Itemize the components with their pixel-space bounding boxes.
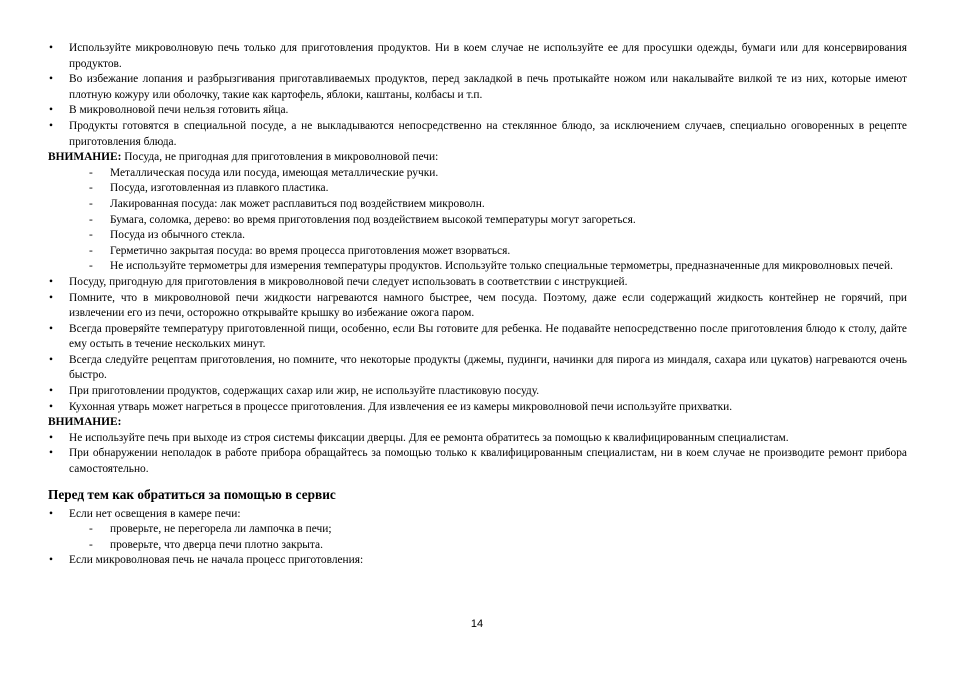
list-item: • В микроволновой печи нельзя готовить яйца. xyxy=(48,103,907,119)
service-heading: Перед тем как обратиться за помощью в сервис xyxy=(48,486,336,502)
list-item: • Если нет освещения в камере печи: xyxy=(48,507,907,523)
list-item: • Кухонная утварь может нагреться в процессе приготовления. Для извлечения ее из камеры микроволновой печи используйте прихватки. xyxy=(48,400,907,416)
list-item: - проверьте, что дверца печи плотно закрыта. xyxy=(48,538,907,554)
list-item: • Используйте микроволновую печь только для приготовления продуктов. Ни в коем случае не используйте ее для просушки одежды, бумаги или для консервирования продуктов. xyxy=(48,41,907,72)
warning-unsuitable-dishes xyxy=(48,150,907,166)
list-item: - Посуда, изготовленная из плавкого пластика. xyxy=(48,181,907,197)
list-item: • Если микроволновая печь не начала процесс приготовления: xyxy=(48,553,907,569)
list-item: • Продукты готовятся в специальной посуде, а не выкладываются непосредственно на стеклянное блюдо, за исключением случаев, специально оговоренных в рецепте приготовления блюда. xyxy=(48,119,907,150)
warning-text: Посуда, не пригодная для приготовления в микроволновой печи: xyxy=(121,151,439,164)
warning-label: ВНИМАНИЕ: xyxy=(48,151,122,164)
list-item: • Всегда проверяйте температуру приготовленной пищи, особенно, если Вы готовите для ребенка. Не подавайте непосредственно после приготовления блюдо к столу, дайте ему остыть в течение нескольких минут. xyxy=(48,322,907,353)
list-item: - Герметично закрытая посуда: во время процесса приготовления может взорваться. xyxy=(48,244,907,260)
list-item: • Помните, что в микроволновой печи жидкости нагреваются намного быстрее, чем посуда. Поэтому, даже если содержащий жидкость контейнер не горячий, при извлечении его из печи, осторожно открывайте крышку во избежание ожога паром. xyxy=(48,291,907,322)
list-item: - Лакированная посуда: лак может расплавиться под воздействием микроволн. xyxy=(48,197,907,213)
page-number: 14 xyxy=(470,618,484,630)
list-item: - Металлическая посуда или посуда, имеющая металлические ручки. xyxy=(48,166,907,182)
list-item: - проверьте, не перегорела ли лампочка в печи; xyxy=(48,522,907,538)
list-item: - Бумага, соломка, дерево: во время приготовления под воздействием высокой температуры могут загореться. xyxy=(48,213,907,229)
list-item: • Посуду, пригодную для приготовления в микроволновой печи следует использовать в соответствии с инструкцией. xyxy=(48,275,907,291)
warning-label: ВНИМАНИЕ: xyxy=(48,416,122,429)
list-item: • Не используйте печь при выходе из строя системы фиксации дверцы. Для ее ремонта обратитесь за помощью к квалифицированным специалистам. xyxy=(48,431,907,447)
list-item: • Всегда следуйте рецептам приготовления, но помните, что некоторые продукты (джемы, пудинги, начинки для пирога из миндаля, сахара или цукатов) нагреваются очень быстро. xyxy=(48,353,907,384)
list-item: - Посуда из обычного стекла. xyxy=(48,228,907,244)
usage-rules-list xyxy=(48,41,907,150)
service-checklist xyxy=(48,507,907,569)
door-warning-list xyxy=(48,431,907,478)
list-item: • При приготовлении продуктов, содержащих сахар или жир, не используйте пластиковую посуду. xyxy=(48,384,907,400)
cooking-tips-list xyxy=(48,275,907,415)
unsuitable-dishes-list xyxy=(48,166,907,275)
list-item: • При обнаружении неполадок в работе прибора обращайтесь за помощью только к квалифицированным специалистам, ни в коем случае не производите ремонт прибора самостоятельно. xyxy=(48,446,907,477)
document-page xyxy=(48,41,907,569)
list-item: - Не используйте термометры для измерения температуры продуктов. Используйте только специальные термометры, предназначенные для микроволновых печей. xyxy=(48,259,907,275)
list-item: • Во избежание лопания и разбрызгивания приготавливаемых продуктов, перед закладкой в печь протыкайте ножом или накалывайте вилкой те из них, которые имеют плотную кожуру или оболочку, такие как картофель, яблоки, каштаны, колбасы и т.п. xyxy=(48,72,907,103)
